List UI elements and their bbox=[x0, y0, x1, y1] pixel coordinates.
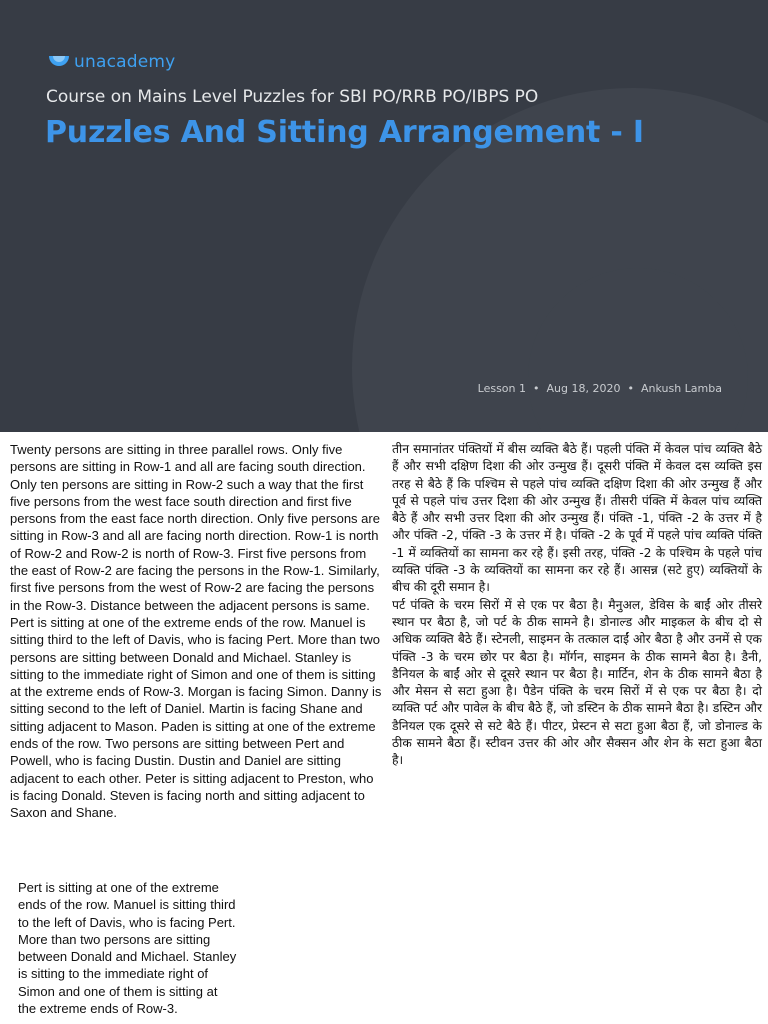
logo-text: unacademy bbox=[74, 52, 176, 72]
unacademy-logo bbox=[48, 52, 175, 72]
meta-separator: • bbox=[627, 382, 634, 395]
lesson-meta bbox=[478, 382, 722, 395]
question-excerpt: Pert is sitting at one of the extreme ends of the row. Manuel is sitting third to the left of Davis, who is facing Pert. More than two persons are sitting between Donald and Michael. Stanley is sitting to the immediate right of Simon and one of them is sitting at the extreme ends of Row-3. bbox=[18, 880, 237, 1017]
lesson-slide-header bbox=[0, 0, 768, 432]
hindi-paragraph-2: पर्ट पंक्ति के चरम सिरों में से एक पर बैठा है। मैनुअल, डेविस के बाईं ओर तीसरे स्थान पर बैठा है, जो पर्ट के ठीक सामने है। डोनाल्ड और माइकल के बीच दो से अधिक व्यक्ति बैठे हैं। स्टेनली, साइमन के तत्काल दाईं ओर बैठा है और उनमें से एक पंक्ति -3 के चरम छोर पर बैठा है। मॉर्गन, साइमन के ठीक सामने बैठा है। डैनी, डैनियल के बाईं ओर से दूसरे स्थान पर बैठा है। मार्टिन, शेन के ठीक सामने बैठा है और मेसन से सटा हुआ है। पैडेन पंक्ति के चरम सिरों में से एक पर बैठा है। दो व्यक्ति पर्ट और पावेल के बीच बैठे हैं, जो डस्टिन के ठीक सामने बैठा है। डस्टिन और डैनियल एक दूसरे से सटे बैठे हैं। पीटर, प्रेस्टन से सटा हुआ बैठा हैं, जो डोनाल्ड के ठीक सामने बैठा हैं। स्टीवन उत्तर की ओर और सैक्सन और शेन के सटा हुआ बैठा है। bbox=[392, 597, 762, 768]
lesson-author: Ankush Lamba bbox=[640, 382, 722, 395]
hindi-paragraph-1: तीन समानांतर पंक्तियों में बीस व्यक्ति बैठे हैं। पहली पंक्ति में केवल पांच व्यक्ति बैठे हैं और सभी दक्षिण दिशा की ओर उन्मुख हैं। दूसरी पंक्ति में केवल दस व्यक्ति इस तरह से बैठे हैं कि पश्चिम से पहले पांच व्यक्ति दक्षिण दिशा की ओर उन्मुख हैं और पूर्व से पहले पांच उत्तर दिशा की ओर उन्मुख हैं। तीसरी पंक्ति में केवल पांच व्यक्ति बैठे हैं और सभी उत्तर दिशा की ओर उन्मुख हैं। पंक्ति -1, पंक्ति -2 के उत्तर में है और पंक्ति -2, पंक्ति -3 के उत्तर में है। पंक्ति -2 के पूर्व में पहले पांच व्यक्ति पंक्ति -1 में व्यक्तियों का सामना कर रहे हैं। इसी तरह, पंक्ति -2 के पश्चिम के पहले पांच व्यक्ति पंक्ति -3 के व्यक्तियों का सामना कर रहे हैं। आसन्न (सटे हुए) व्यक्तियों के बीच की दूरी समान है। bbox=[392, 442, 762, 595]
english-paragraph-1: Twenty persons are sitting in three parallel rows. Only five persons are sitting in Row-1 and all are facing south direction. Only ten persons are sitting in Row-2 such a way that the first five persons from the west face south direction and first five persons from the east face north direction. Only five persons are sitting in Row-3 and all are facing north direction. Row-1 is north of Row-2 and Row-2 is north of Row-3. First five persons from the east of Row-2 are facing the persons in the Row-1. Similarly, first five persons from the west of Row-2 are facing the persons in the Row-3. Distance between the adjacent persons is same. bbox=[10, 442, 380, 613]
unacademy-logo-icon bbox=[48, 55, 70, 69]
lesson-number: Lesson 1 bbox=[477, 382, 527, 395]
hindi-text-column bbox=[392, 441, 762, 770]
course-title: Course on Mains Level Puzzles for SBI PO/RRB PO/IBPS PO bbox=[46, 87, 539, 107]
english-paragraph-2: Pert is sitting at one of the extreme ends of the row. Manuel is sitting third to the left of Davis, who is facing Pert. More than two persons are sitting between Donald and Michael. Stanley is sitting to the immediate right of Simon and one of them is sitting at the extreme ends of Row-3. Morgan is facing Simon. Danny is sitting second to the left of Daniel. Martin is facing Shane and sitting adjacent to Mason. Paden is sitting at one of the extreme ends of the row. Two persons are sitting between Pert and Powell, who is facing Dustin. Dustin and Daniel are sitting adjacent to each other. Peter is sitting adjacent to Preston, who is facing Donald. Steven is facing north and sitting adjacent to Saxon and Shane. bbox=[10, 614, 382, 821]
english-text-column bbox=[10, 441, 384, 822]
meta-separator: • bbox=[533, 382, 540, 395]
slide-title: Puzzles And Sitting Arrangement - I bbox=[45, 115, 644, 150]
lesson-date: Aug 18, 2020 bbox=[546, 382, 621, 395]
